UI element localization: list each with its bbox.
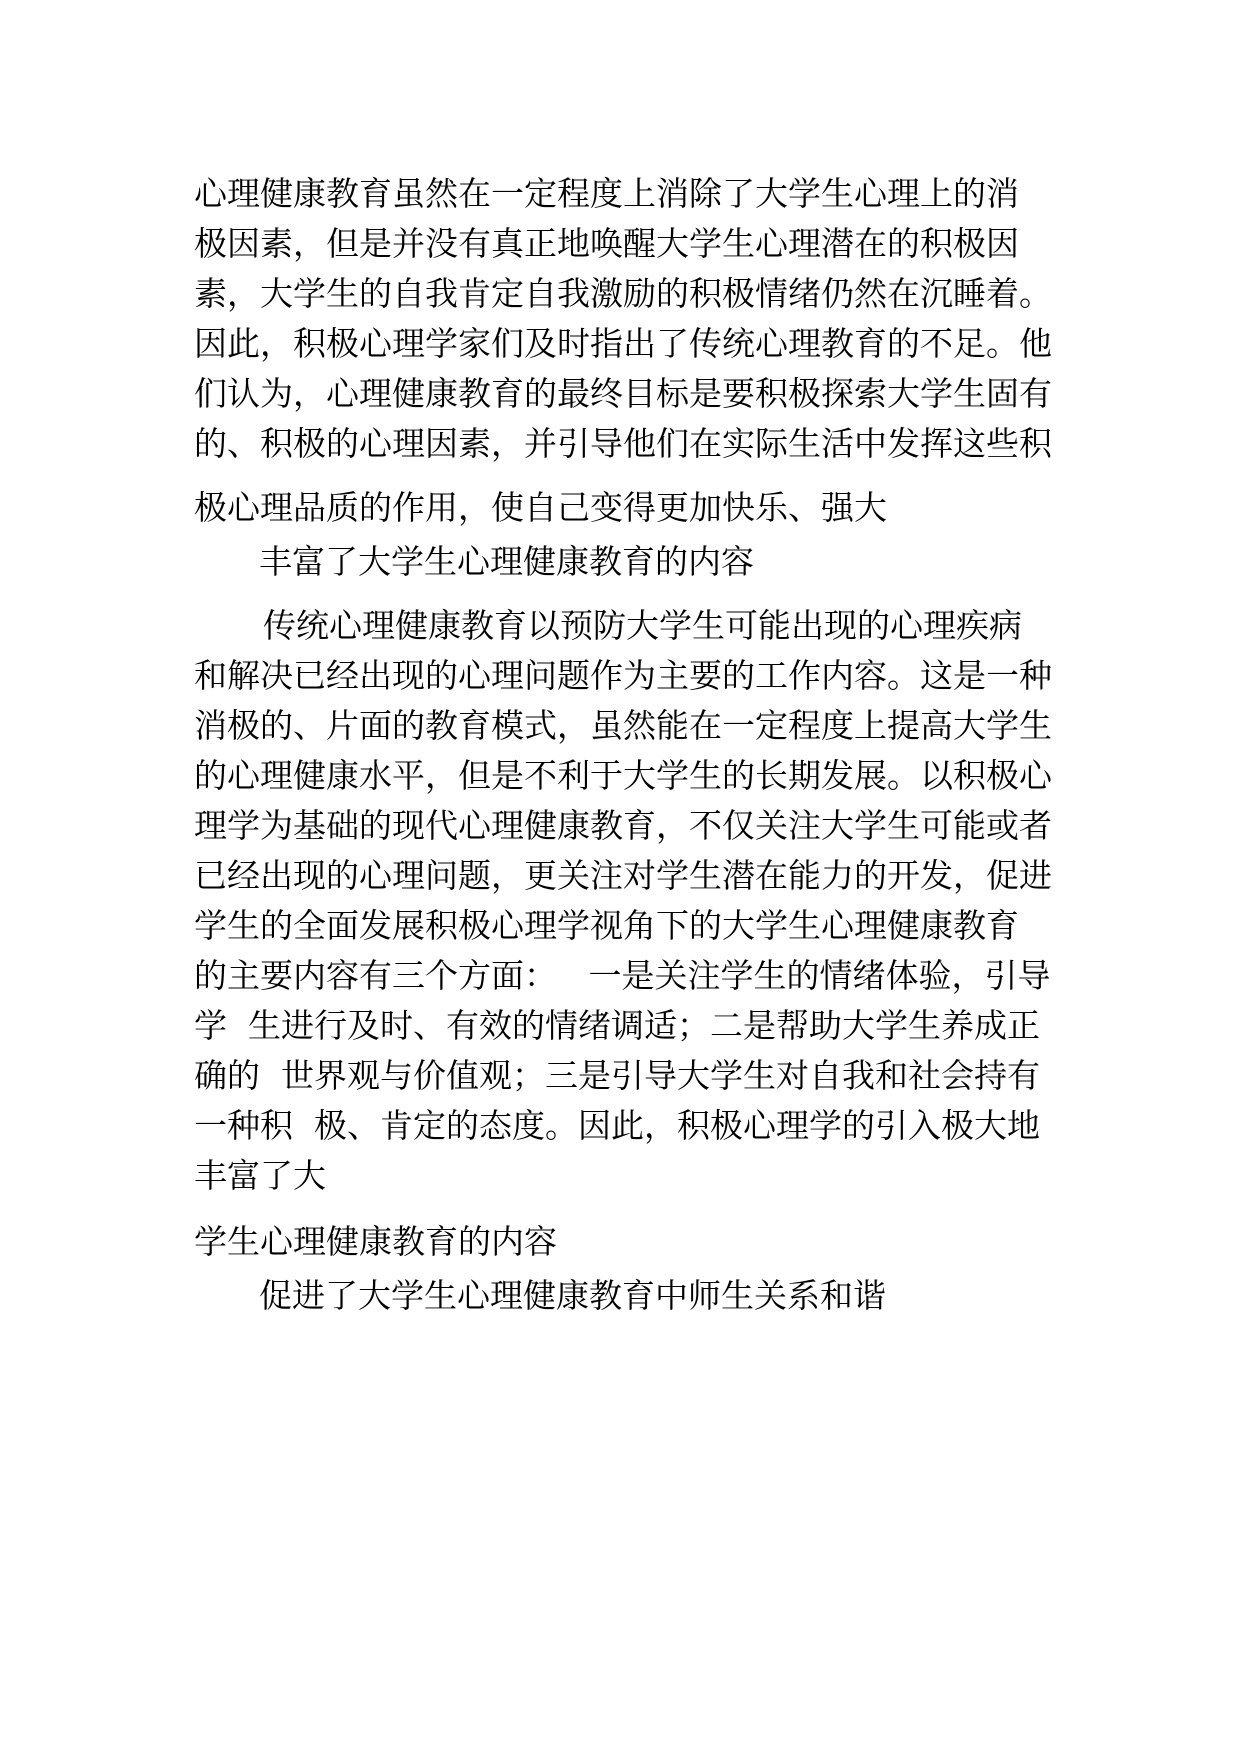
text-line-18: 确的 世界观与价值观；三是引导大学生对自我和社会持有 (194, 1056, 1040, 1095)
text-line-5: 们认为，心理健康教育的最终目标是要积极探索大学生固有 (194, 374, 1052, 413)
text-line-19: 一种积 极、肯定的态度。因此，积极心理学的引入极大地 (194, 1106, 1040, 1145)
text-line-11: 消极的、片面的教育模式，虽然能在一定程度上提高大学生 (194, 706, 1052, 745)
text-line-17: 学 生进行及时、有效的情绪调适；二是帮助大学生养成正 (194, 1006, 1040, 1045)
text-line-13: 理学为基础的现代心理健康教育，不仅关注大学生可能或者 (194, 806, 1052, 845)
text-line-20: 丰富了大 (194, 1156, 326, 1195)
text-line-10: 和解决已经出现的心理问题作为主要的工作内容。这是一种 (194, 656, 1052, 695)
text-line-21: 学生心理健康教育的内容 (194, 1222, 557, 1261)
text-line-14: 已经出现的心理问题，更关注对学生潜在能力的开发，促进 (194, 856, 1052, 895)
text-line-9: 传统心理健康教育以预防大学生可能出现的心理疾病 (263, 606, 1022, 645)
text-line-15: 学生的全面发展积极心理学视角下的大学生心理健康教育 (194, 906, 1019, 945)
text-line-7: 极心理品质的作用，使自己变得更加快乐、强大 (194, 488, 887, 527)
section-heading-1: 丰富了大学生心理健康教育的内容 (259, 542, 754, 581)
text-line-12: 的心理健康水平，但是不利于大学生的长期发展。以积极心 (194, 756, 1052, 795)
text-line-4: 因此，积极心理学家们及时指出了传统心理教育的不足。他 (194, 324, 1052, 363)
text-line-2: 极因素，但是并没有真正地唤醒大学生心理潜在的积极因 (194, 224, 1019, 263)
section-heading-2: 促进了大学生心理健康教育中师生关系和谐 (259, 1276, 886, 1315)
text-line-3: 素，大学生的自我肯定自我激励的积极情绪仍然在沉睡着。 (194, 274, 1052, 313)
text-line-6: 的、积极的心理因素，并引导他们在实际生活中发挥这些积 (194, 424, 1052, 463)
text-line-16: 的主要内容有三个方面： 一是关注学生的情绪体验，引导 (194, 956, 1051, 995)
text-line-1: 心理健康教育虽然在一定程度上消除了大学生心理上的消 (194, 174, 1019, 213)
